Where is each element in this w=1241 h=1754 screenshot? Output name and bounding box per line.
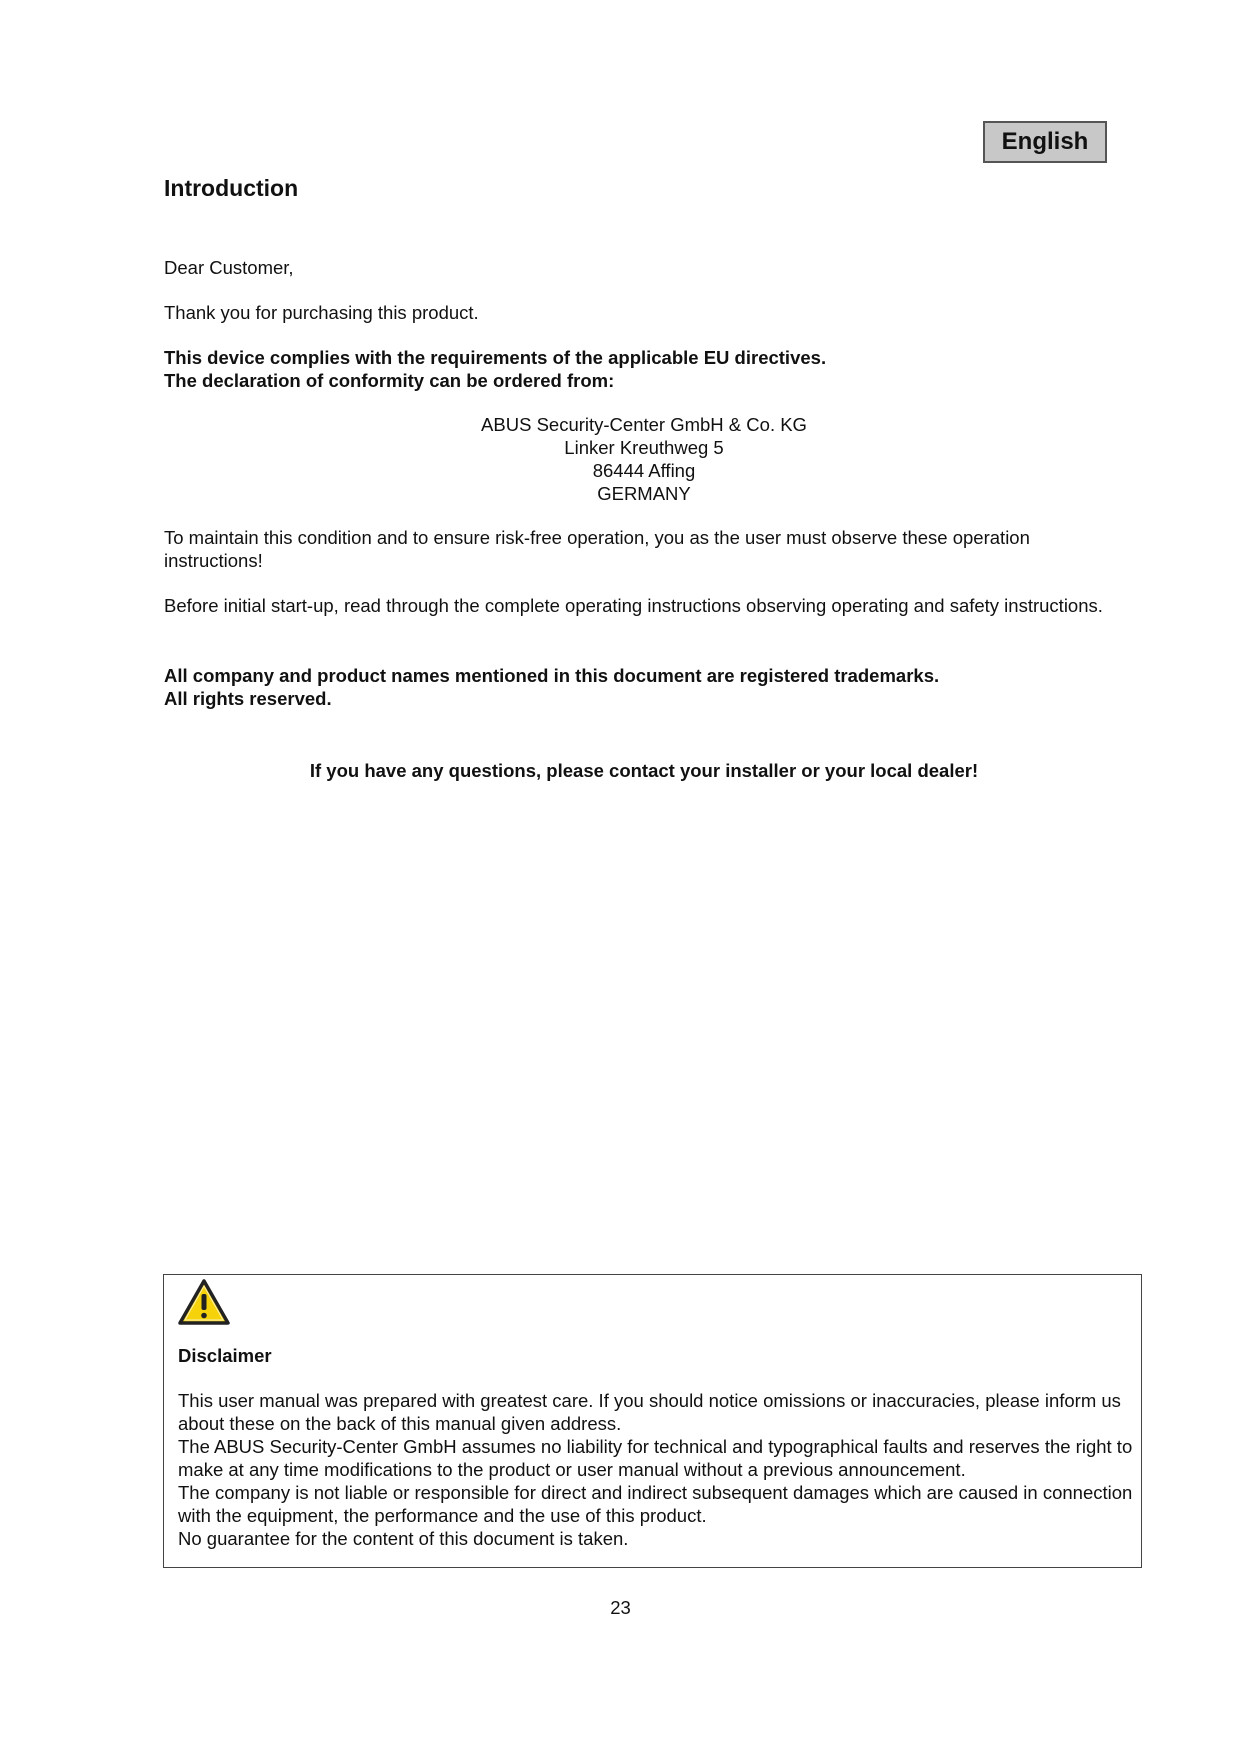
maintain-instructions: To maintain this condition and to ensure risk-free operation, you as the user must observe these operation instructions! — [164, 527, 1030, 571]
trademarks-line-2: All rights reserved. — [164, 688, 332, 709]
warning-triangle-icon — [177, 1278, 231, 1326]
salutation: Dear Customer, — [164, 257, 294, 278]
compliance-line-1: This device complies with the requirements of the applicable EU directives. — [164, 347, 827, 368]
trademarks-line-1: All company and product names mentioned in this document are registered trademarks. — [164, 665, 940, 686]
disclaimer-line-1: This user manual was prepared with greatest care. If you should notice omissions or inaccuracies, please inform us about these on the back of this manual given address. — [178, 1390, 1121, 1434]
thanks-text: Thank you for purchasing this product. — [164, 302, 479, 323]
address-street: Linker Kreuthweg 5 — [564, 437, 724, 458]
contact-note: If you have any questions, please contact your installer or your local dealer! — [309, 760, 979, 781]
address-company: ABUS Security-Center GmbH & Co. KG — [481, 414, 807, 435]
company-address — [164, 413, 1124, 505]
disclaimer-line-2: The ABUS Security-Center GmbH assumes no liability for technical and typographical faults and reserves the right to make at any time modifications to the product or user manual without a previous announcement. — [178, 1436, 1133, 1480]
disclaimer-text — [178, 1389, 1138, 1550]
address-city: 86444 Affing — [592, 460, 696, 481]
trademarks-notice — [164, 664, 1124, 710]
language-badge: English — [983, 121, 1107, 163]
disclaimer-line-3: The company is not liable or responsible for direct and indirect subsequent damages which are caused in connection with the equipment, the performance and the use of this product. — [178, 1482, 1133, 1526]
disclaimer-heading: Disclaimer — [178, 1345, 272, 1366]
address-country: GERMANY — [597, 483, 691, 504]
disclaimer-box — [163, 1274, 1142, 1568]
page-title: Introduction — [164, 175, 299, 201]
disclaimer-line-4: No guarantee for the content of this document is taken. — [178, 1528, 629, 1549]
compliance-line-2: The declaration of conformity can be ordered from: — [164, 370, 615, 391]
page-number: 23 — [610, 1597, 631, 1618]
startup-instructions: Before initial start-up, read through the complete operating instructions observing operating and safety instructions. — [164, 595, 1103, 616]
compliance-statement — [164, 346, 1124, 392]
